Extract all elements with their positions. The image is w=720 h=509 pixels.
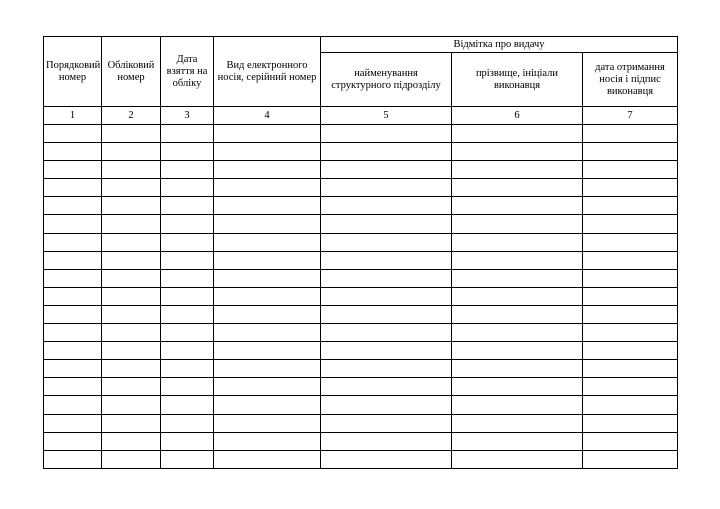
- table-cell[interactable]: [44, 287, 102, 305]
- table-cell[interactable]: [583, 414, 678, 432]
- table-cell[interactable]: [583, 432, 678, 450]
- table-cell[interactable]: [161, 215, 214, 233]
- table-cell[interactable]: [214, 143, 321, 161]
- table-cell[interactable]: [321, 143, 452, 161]
- table-cell[interactable]: [44, 269, 102, 287]
- table-cell[interactable]: [161, 378, 214, 396]
- table-cell[interactable]: [214, 179, 321, 197]
- table-cell[interactable]: [321, 342, 452, 360]
- table-cell[interactable]: [321, 287, 452, 305]
- table-cell[interactable]: [214, 324, 321, 342]
- table-cell[interactable]: [321, 197, 452, 215]
- column-number: 4: [214, 107, 321, 125]
- table-cell[interactable]: [321, 251, 452, 269]
- table-cell[interactable]: [102, 360, 161, 378]
- column-number: 5: [321, 107, 452, 125]
- table-cell[interactable]: [452, 378, 583, 396]
- table-cell[interactable]: [452, 432, 583, 450]
- table-cell[interactable]: [214, 269, 321, 287]
- table-row: [44, 179, 678, 197]
- table-cell[interactable]: [452, 450, 583, 468]
- table-cell[interactable]: [44, 215, 102, 233]
- table-cell[interactable]: [161, 143, 214, 161]
- table-cell[interactable]: [214, 342, 321, 360]
- table-cell[interactable]: [214, 432, 321, 450]
- table-cell[interactable]: [452, 324, 583, 342]
- table-cell[interactable]: [321, 161, 452, 179]
- column-number: 2: [102, 107, 161, 125]
- table-cell[interactable]: [102, 432, 161, 450]
- table-cell[interactable]: [452, 360, 583, 378]
- table-cell[interactable]: [452, 251, 583, 269]
- table-cell[interactable]: [161, 179, 214, 197]
- table-cell[interactable]: [102, 161, 161, 179]
- table-cell[interactable]: [214, 378, 321, 396]
- table-cell[interactable]: [452, 143, 583, 161]
- table-cell[interactable]: [44, 251, 102, 269]
- table-row: [44, 378, 678, 396]
- table-cell[interactable]: [102, 450, 161, 468]
- table-cell[interactable]: [44, 378, 102, 396]
- header-sequence-number: Порядковий номер: [44, 37, 102, 107]
- header-registration-date: Дата взяття на обліку: [161, 37, 214, 107]
- table-cell[interactable]: [583, 287, 678, 305]
- table-row: [44, 305, 678, 323]
- table-cell[interactable]: [102, 215, 161, 233]
- header-issuance-mark: Відмітка про видачу: [321, 37, 678, 53]
- table-cell[interactable]: [214, 396, 321, 414]
- table-cell[interactable]: [583, 179, 678, 197]
- table-cell[interactable]: [44, 450, 102, 468]
- table-cell[interactable]: [44, 179, 102, 197]
- table-cell[interactable]: [44, 197, 102, 215]
- table-cell[interactable]: [102, 179, 161, 197]
- table-cell[interactable]: [44, 414, 102, 432]
- table-cell[interactable]: [583, 360, 678, 378]
- table-cell[interactable]: [214, 251, 321, 269]
- table-cell[interactable]: [44, 143, 102, 161]
- table-cell[interactable]: [161, 305, 214, 323]
- table-cell[interactable]: [44, 161, 102, 179]
- table-cell[interactable]: [214, 450, 321, 468]
- table-cell[interactable]: [102, 305, 161, 323]
- table-row: [44, 396, 678, 414]
- table-cell[interactable]: [44, 324, 102, 342]
- table-cell[interactable]: [583, 161, 678, 179]
- table-row: [44, 269, 678, 287]
- table-row: [44, 287, 678, 305]
- table-cell[interactable]: [583, 251, 678, 269]
- table-cell[interactable]: [102, 143, 161, 161]
- table-cell[interactable]: [44, 305, 102, 323]
- table-cell[interactable]: [102, 269, 161, 287]
- table-cell[interactable]: [161, 360, 214, 378]
- table-body: [44, 107, 678, 469]
- header-row-top: [44, 37, 678, 53]
- table-cell[interactable]: [214, 161, 321, 179]
- table-cell[interactable]: [583, 125, 678, 143]
- table-row: [44, 143, 678, 161]
- table-cell[interactable]: [452, 233, 583, 251]
- header-executor-name: прізвище, ініціали виконавця: [452, 53, 583, 107]
- table-cell[interactable]: [452, 414, 583, 432]
- table-cell[interactable]: [44, 396, 102, 414]
- table-cell[interactable]: [321, 450, 452, 468]
- table-row: [44, 450, 678, 468]
- table-cell[interactable]: [161, 233, 214, 251]
- table-row: [44, 233, 678, 251]
- table-cell[interactable]: [321, 269, 452, 287]
- table-cell[interactable]: [102, 287, 161, 305]
- table-cell[interactable]: [214, 233, 321, 251]
- table-cell[interactable]: [44, 233, 102, 251]
- column-number: 6: [452, 107, 583, 125]
- table-cell[interactable]: [102, 342, 161, 360]
- table-cell[interactable]: [214, 287, 321, 305]
- table-row: [44, 360, 678, 378]
- table-cell[interactable]: [161, 161, 214, 179]
- table-cell[interactable]: [161, 269, 214, 287]
- table-cell[interactable]: [102, 324, 161, 342]
- table-cell[interactable]: [44, 342, 102, 360]
- table-cell[interactable]: [102, 251, 161, 269]
- table-cell[interactable]: [321, 324, 452, 342]
- table-cell[interactable]: [214, 305, 321, 323]
- table-cell[interactable]: [214, 197, 321, 215]
- table-cell[interactable]: [583, 197, 678, 215]
- column-number: 7: [583, 107, 678, 125]
- table-cell[interactable]: [452, 396, 583, 414]
- table-cell[interactable]: [44, 360, 102, 378]
- table-cell[interactable]: [214, 360, 321, 378]
- table-cell[interactable]: [161, 342, 214, 360]
- table-cell[interactable]: [102, 396, 161, 414]
- table-cell[interactable]: [321, 215, 452, 233]
- table-cell[interactable]: [321, 233, 452, 251]
- table-cell[interactable]: [583, 215, 678, 233]
- table-cell[interactable]: [161, 432, 214, 450]
- column-number: 3: [161, 107, 214, 125]
- header-media-type-serial: Вид електронного носія, серійний номер: [214, 37, 321, 107]
- header-department-name: найменування структурного підрозділу: [321, 53, 452, 107]
- table-cell[interactable]: [214, 215, 321, 233]
- table-cell[interactable]: [452, 305, 583, 323]
- table-cell[interactable]: [161, 287, 214, 305]
- table-cell[interactable]: [452, 161, 583, 179]
- table-cell[interactable]: [452, 342, 583, 360]
- table-cell[interactable]: [452, 287, 583, 305]
- table-cell[interactable]: [161, 450, 214, 468]
- table-cell[interactable]: [321, 305, 452, 323]
- table-cell[interactable]: [102, 233, 161, 251]
- table-cell[interactable]: [321, 179, 452, 197]
- table-cell[interactable]: [583, 396, 678, 414]
- table-cell[interactable]: [321, 414, 452, 432]
- table-row: [44, 414, 678, 432]
- table-cell[interactable]: [44, 432, 102, 450]
- register-table: [43, 36, 678, 469]
- table-cell[interactable]: [161, 197, 214, 215]
- table-cell[interactable]: [161, 125, 214, 143]
- table-cell[interactable]: [321, 125, 452, 143]
- table-row: [44, 215, 678, 233]
- table-cell[interactable]: [452, 125, 583, 143]
- table-cell[interactable]: [583, 342, 678, 360]
- table-cell[interactable]: [321, 396, 452, 414]
- table-cell[interactable]: [583, 450, 678, 468]
- table-cell[interactable]: [452, 197, 583, 215]
- table-cell[interactable]: [583, 378, 678, 396]
- header-receipt-date-signature: дата отримання носія і підпис виконавця: [583, 53, 678, 107]
- table-cell[interactable]: [161, 396, 214, 414]
- table-cell[interactable]: [161, 414, 214, 432]
- table-cell[interactable]: [102, 414, 161, 432]
- table-row: [44, 342, 678, 360]
- table-cell[interactable]: [583, 269, 678, 287]
- table-row: [44, 197, 678, 215]
- table-cell[interactable]: [161, 324, 214, 342]
- table-cell[interactable]: [583, 324, 678, 342]
- table-cell[interactable]: [452, 179, 583, 197]
- column-number: 1: [44, 107, 102, 125]
- table-cell[interactable]: [321, 360, 452, 378]
- table-row: [44, 125, 678, 143]
- table-cell[interactable]: [214, 125, 321, 143]
- table-row: [44, 324, 678, 342]
- table-cell[interactable]: [102, 197, 161, 215]
- table-cell[interactable]: [102, 378, 161, 396]
- table-cell[interactable]: [161, 251, 214, 269]
- table-cell[interactable]: [102, 125, 161, 143]
- table-cell[interactable]: [214, 414, 321, 432]
- table-cell[interactable]: [583, 233, 678, 251]
- header-account-number: Обліковий номер: [102, 37, 161, 107]
- table-cell[interactable]: [44, 125, 102, 143]
- table-cell[interactable]: [321, 378, 452, 396]
- table-row: [44, 251, 678, 269]
- table-row: [44, 432, 678, 450]
- table-cell[interactable]: [583, 143, 678, 161]
- table-cell[interactable]: [452, 269, 583, 287]
- table-cell[interactable]: [583, 305, 678, 323]
- column-number-row: [44, 107, 678, 125]
- table-row: [44, 161, 678, 179]
- table-cell[interactable]: [452, 215, 583, 233]
- table-cell[interactable]: [321, 432, 452, 450]
